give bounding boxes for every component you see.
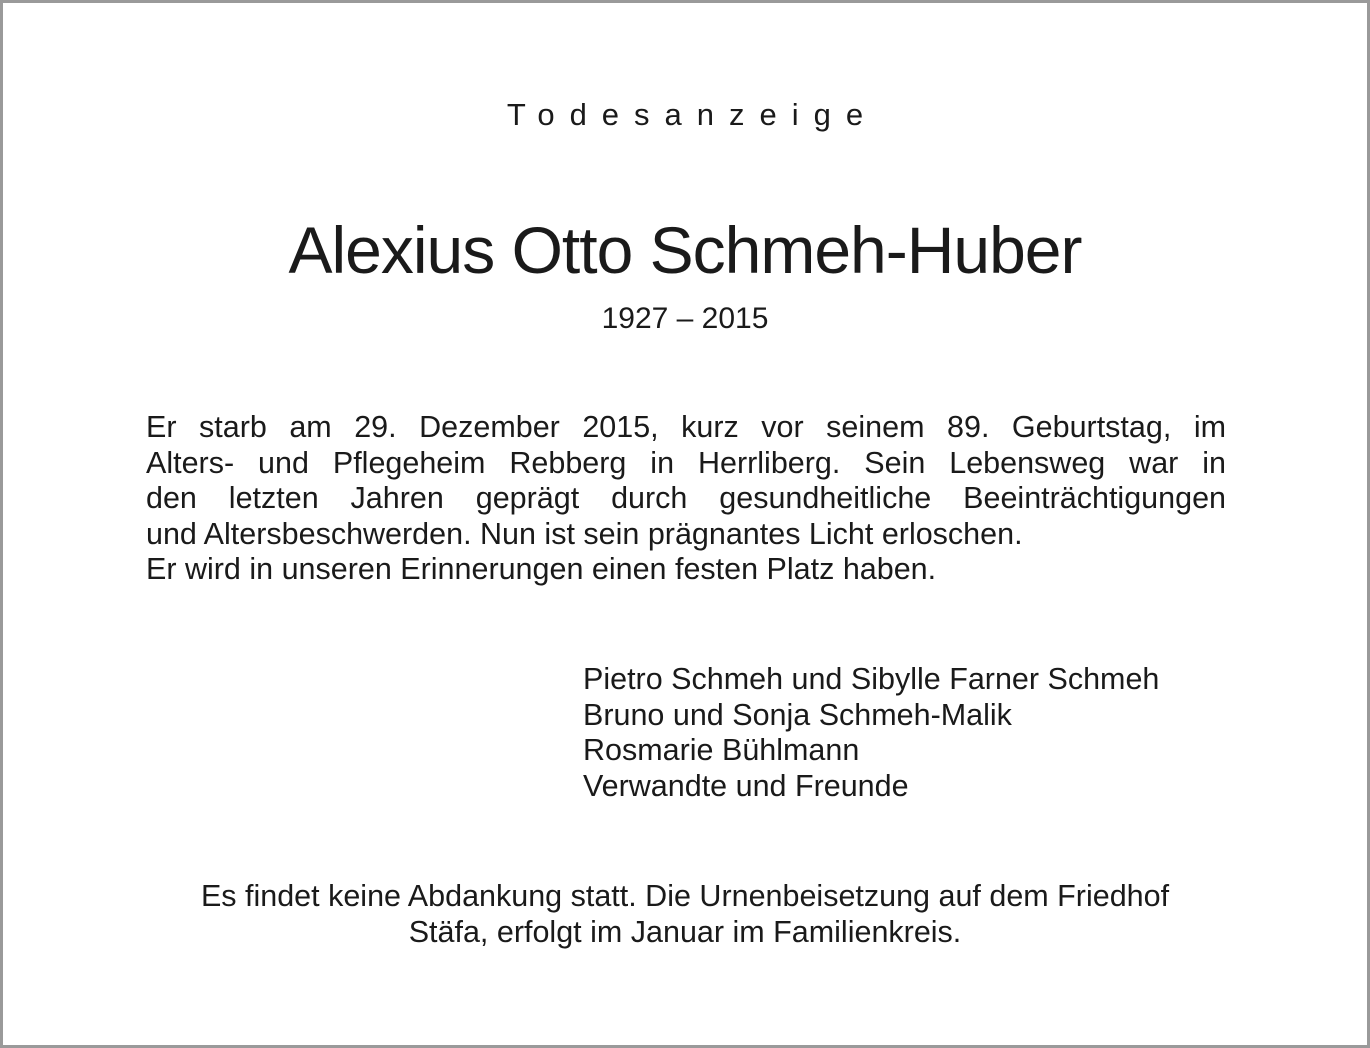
life-dates: 1927 – 2015 (601, 302, 769, 335)
mourners-list (583, 662, 1159, 804)
body-line: den letzten Jahren geprägt durch gesundheitliche Beeinträchtigungen (146, 481, 1226, 515)
body-line: Er starb am 29. Dezember 2015, kurz vor seinem 89. Geburtstag, im (146, 410, 1226, 444)
body-line: Alters- und Pflegeheim Rebberg in Herrliberg. Sein Lebensweg war in (146, 445, 1226, 480)
mourner-entry: Rosmarie Bühlmann (583, 733, 860, 767)
funeral-info-line: Stäfa, erfolgt im Januar im Familienkreis. (408, 915, 962, 949)
notice-heading: Todesanzeige (506, 97, 879, 132)
notice-body (146, 410, 1226, 588)
funeral-info (3, 878, 1367, 950)
body-line: und Altersbeschwerden. Nun ist sein prägnantes Licht erloschen. (146, 516, 1023, 551)
mourner-entry: Bruno und Sonja Schmeh-Malik (583, 697, 1012, 732)
mourner-entry: Verwandte und Freunde (583, 768, 909, 803)
deceased-name: Alexius Otto Schmeh-Huber (288, 213, 1082, 287)
funeral-info-line: Es findet keine Abdankung statt. Die Urnenbeisetzung auf dem Friedhof (200, 879, 1170, 913)
mourner-entry: Pietro Schmeh und Sibylle Farner Schmeh (583, 662, 1160, 696)
body-line: Er wird in unseren Erinnerungen einen festen Platz haben. (146, 552, 937, 586)
